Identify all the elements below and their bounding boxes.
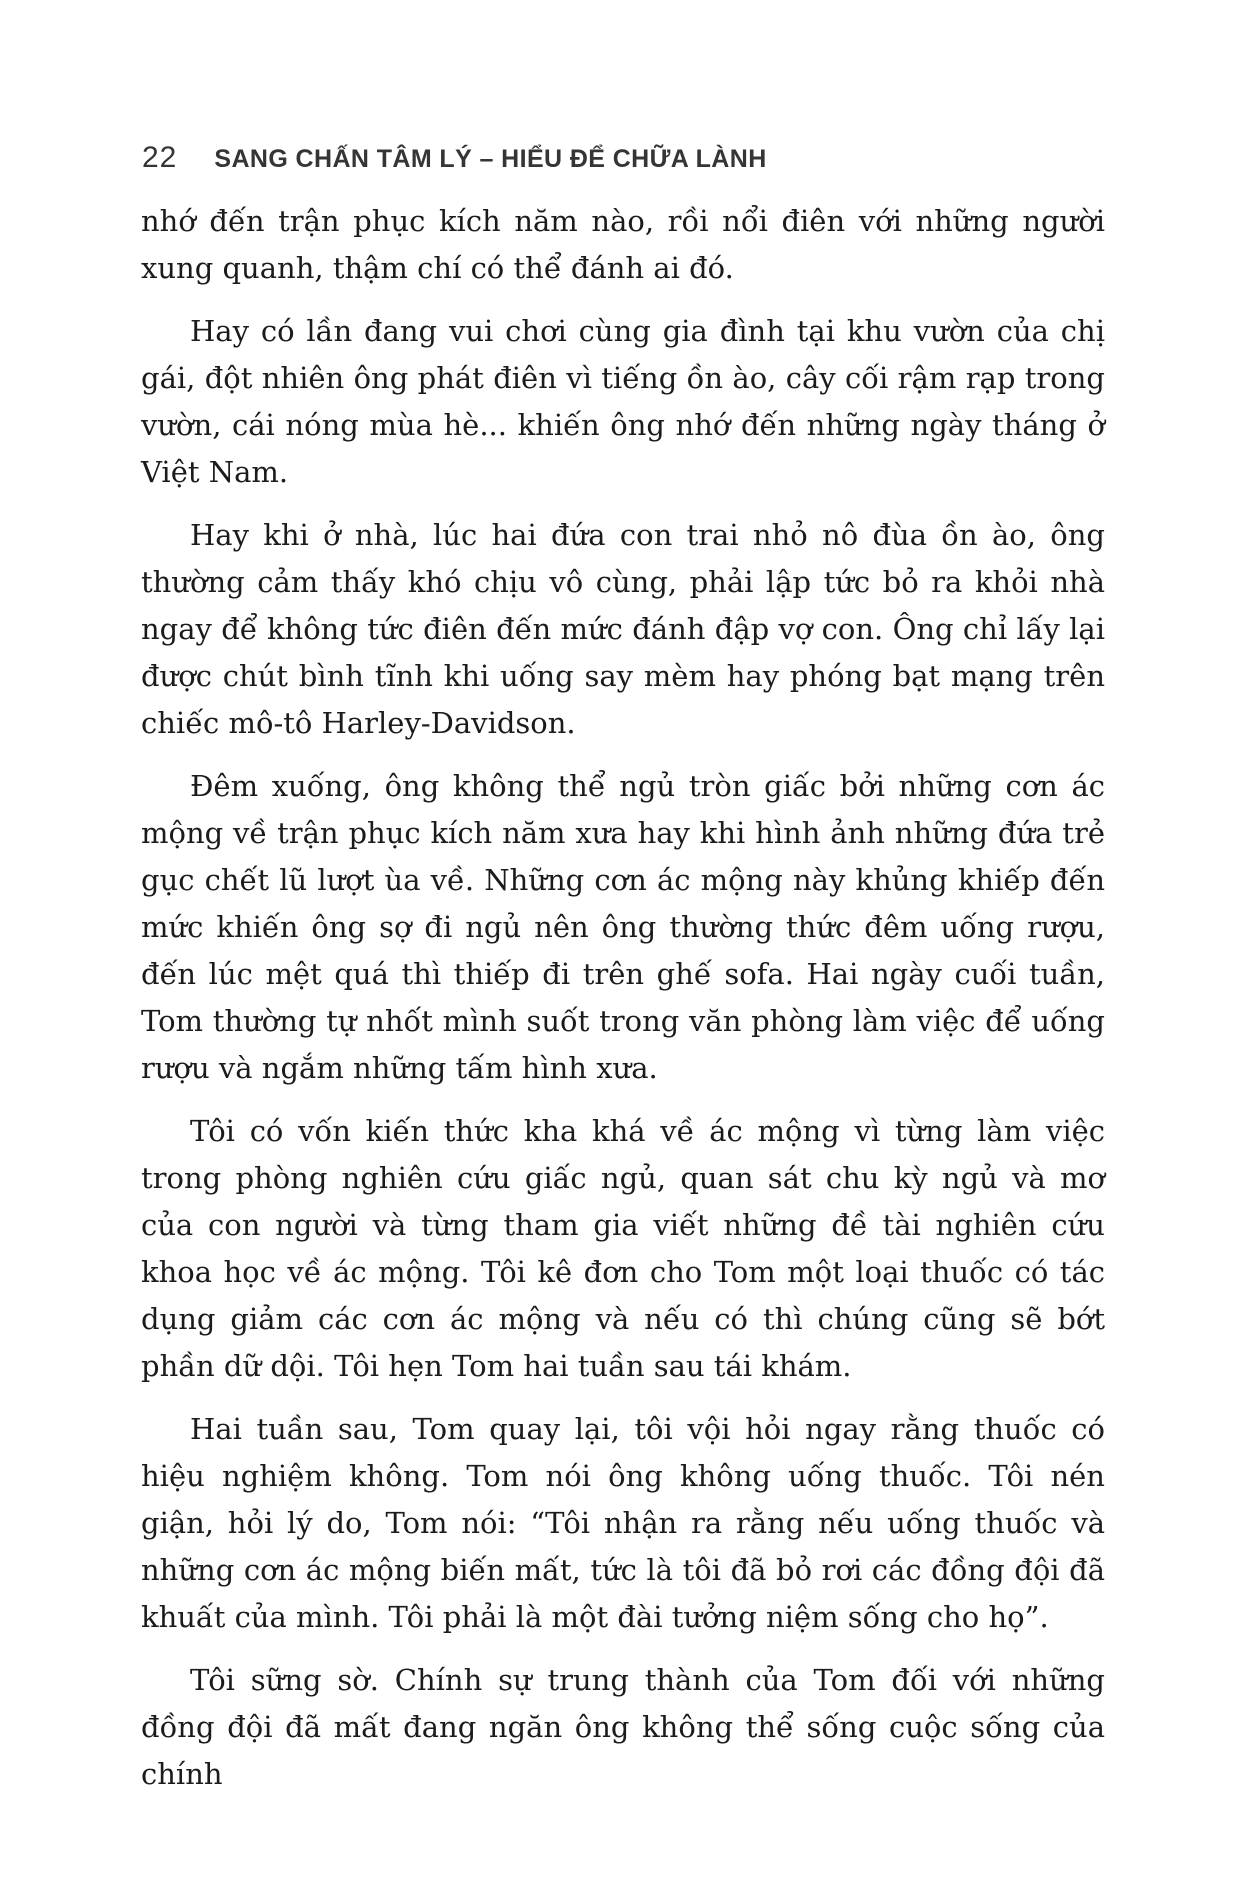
paragraph: Tôi sững sờ. Chính sự trung thành của Tom đối với những đồng đội đã mất đang ngăn ông không thể sống cuộc sống của chính [141,1663,1105,1791]
paragraph: Hay khi ở nhà, lúc hai đứa con trai nhỏ nô đùa ồn ào, ông thường cảm thấy khó chịu vô cùng, phải lập tức bỏ ra khỏi nhà ngay để không tức điên đến mức đánh đập vợ con. Ông chỉ lấy lại được chút bình tĩnh khi uống say mèm hay phóng bạt mạng trên chiếc mô-tô Harley-Davidson. [141,518,1105,740]
paragraph: Đêm xuống, ông không thể ngủ tròn giấc bởi những cơn ác mộng về trận phục kích năm xưa hay khi hình ảnh những đứa trẻ gục chết lũ lượt ùa về. Những cơn ác mộng này khủng khiếp đến mức khiến ông sợ đi ngủ nên ông thường thức đêm uống rượu, đến lúc mệt quá thì thiếp đi trên ghế sofa. Hai ngày cuối tuần, Tom thường tự nhốt mình suốt trong văn phòng làm việc để uống rượu và ngắm những tấm hình xưa. [141,769,1105,1085]
paragraph: Hai tuần sau, Tom quay lại, tôi vội hỏi ngay rằng thuốc có hiệu nghiệm không. Tom nói ông không uống thuốc. Tôi nén giận, hỏi lý do, Tom nói: “Tôi nhận ra rằng nếu uống thuốc và những cơn ác mộng biến mất, tức là tôi đã bỏ rơi các đồng đội đã khuất của mình. Tôi phải là một đài tưởng niệm sống cho họ”. [141,1412,1105,1634]
paragraph: Tôi có vốn kiến thức kha khá về ác mộng vì từng làm việc trong phòng nghiên cứu giấc ngủ, quan sát chu kỳ ngủ và mơ của con người và từng tham gia viết những đề tài nghiên cứu khoa học về ác mộng. Tôi kê đơn cho Tom một loại thuốc có tác dụng giảm các cơn ác mộng và nếu có thì chúng cũng sẽ bớt phần dữ dội. Tôi hẹn Tom hai tuần sau tái khám. [141,1114,1105,1383]
page-number: 22 [142,141,178,174]
paragraph: nhớ đến trận phục kích năm nào, rồi nổi điên với những người xung quanh, thậm chí có thể đánh ai đó. [141,204,1105,285]
paragraph: Hay có lần đang vui chơi cùng gia đình tại khu vườn của chị gái, đột nhiên ông phát điên vì tiếng ồn ào, cây cối rậm rạp trong vườn, cái nóng mùa hè... khiến ông nhớ đến những ngày tháng ở Việt Nam. [141,314,1105,489]
running-title: SANG CHẤN TÂM LÝ – HIỂU ĐỂ CHỮA LÀNH [214,145,767,173]
page-header [142,141,767,175]
page-body [141,198,1105,1814]
